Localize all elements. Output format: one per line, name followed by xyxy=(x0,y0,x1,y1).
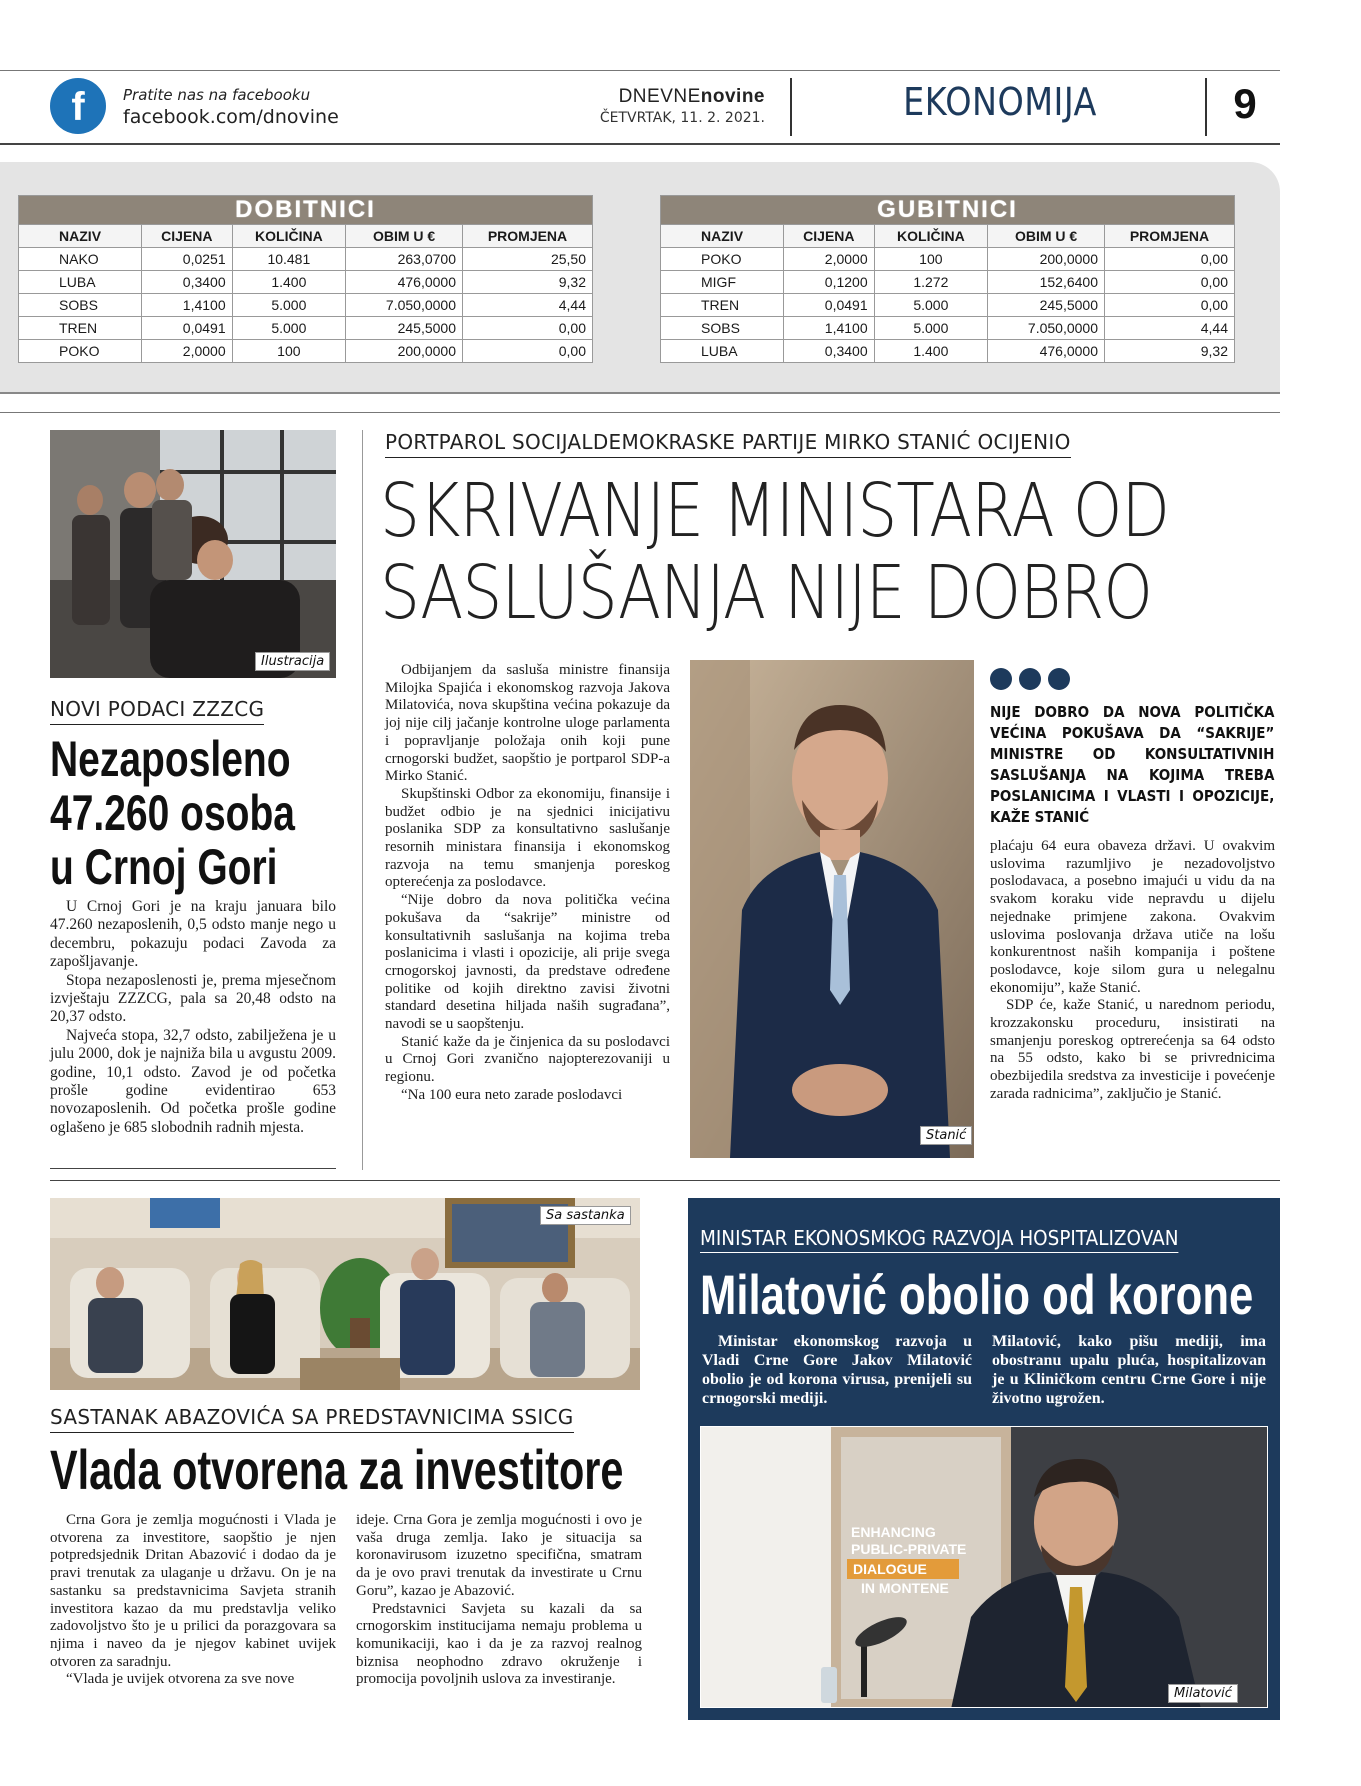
stanic-photo-caption: Stanić xyxy=(920,1126,972,1145)
stanic-body-col1 xyxy=(385,662,670,1105)
table-cell: POKO xyxy=(661,248,784,271)
table-cell: POKO xyxy=(19,340,142,363)
table-cell: 0,3400 xyxy=(784,340,875,363)
winners-table xyxy=(18,195,593,363)
abazovic-paragraph: “Vlada je uvijek otvorena za sve nove xyxy=(66,1671,295,1688)
table-cell: 1,4100 xyxy=(784,317,875,340)
section-title: EKONOMIJA xyxy=(903,80,1097,124)
table-cell: 0,1200 xyxy=(784,271,875,294)
stanic-photo xyxy=(690,660,974,1158)
table-cell: 100 xyxy=(232,340,346,363)
table-cell: 9,32 xyxy=(463,271,593,294)
table-cell: TREN xyxy=(661,294,784,317)
stanic-paragraph: SDP će, kaže Stanić, u narednom periodu, krozzakonsku proceduru, insistirati na smanjenju poreskog optrerećenja sa 64 odsto na 55 odsto, kako bi se privrednicima obezbijedila sredstva za investicije i povećenje zarada radnicima”, zaključio je Stanić. xyxy=(990,997,1275,1102)
column-header: NAZIV xyxy=(661,225,784,248)
abazovic-body-col1 xyxy=(50,1512,336,1689)
table-row xyxy=(661,248,1235,271)
losers-header-row xyxy=(661,225,1235,248)
column-header: PROMJENA xyxy=(463,225,593,248)
abazovic-paragraph: ideje. Crna Gora je zemlja mogućnosti i ovo je vaša druga zemlja. Iako je situacija sa koronavirusom izuzetno specifična, smatram da je ovo pravi trenutak da investirate u Crnu Goru”, kazao je Abazović. xyxy=(356,1512,642,1599)
header-divider xyxy=(790,78,792,136)
table-cell: 0,0491 xyxy=(142,317,233,340)
table-cell: 0,00 xyxy=(1105,271,1235,294)
milatovic-portrait xyxy=(701,1427,1268,1708)
office-queue-illustration xyxy=(50,430,336,678)
unemployment-headline xyxy=(50,732,295,894)
banner-text: IN MONTENE xyxy=(861,1580,949,1596)
meeting-scene xyxy=(50,1198,640,1390)
milatovic-kicker: MINISTAR EKONOSMKOG RAZVOJA HOSPITALIZOVAN xyxy=(700,1226,1178,1253)
winners-header-row xyxy=(19,225,593,248)
table-cell: 25,50 xyxy=(463,248,593,271)
unemployment-photo xyxy=(50,430,336,678)
stanic-paragraph: “Na 100 eura neto zarade poslodavci xyxy=(401,1086,623,1103)
table-cell: 0,0251 xyxy=(142,248,233,271)
facebook-prompt: Pratite nas na facebooku xyxy=(123,86,311,104)
table-cell: 4,44 xyxy=(463,294,593,317)
table-cell: LUBA xyxy=(19,271,142,294)
banner-text: DIALOGUE xyxy=(853,1561,927,1577)
unemployment-kicker: NOVI PODACI ZZZCG xyxy=(50,697,264,725)
milatovic-photo xyxy=(700,1426,1268,1708)
stanic-paragraph: Stanić kaže da je činjenica da su poslodavci u Crnoj Gori zvanično najopterezovaniji u regionu. xyxy=(385,1033,670,1086)
stanic-body-col2 xyxy=(990,838,1275,1104)
table-cell: 200,0000 xyxy=(346,340,463,363)
table-cell: 5.000 xyxy=(232,317,346,340)
table-cell: 2,0000 xyxy=(142,340,233,363)
stanic-headline-line1: SKRIVANJE MINISTARA OD xyxy=(380,468,1170,554)
abazovic-kicker: SASTANAK ABAZOVIĆA SA PREDSTAVNICIMA SSICG xyxy=(50,1405,574,1433)
table-cell: 5.000 xyxy=(874,294,988,317)
page-number: 9 xyxy=(1233,80,1257,127)
table-cell: MIGF xyxy=(661,271,784,294)
unemployment-end-rule xyxy=(50,1168,336,1169)
milatovic-headline: Milatović obolio od korone xyxy=(700,1263,1254,1326)
facebook-icon[interactable]: f xyxy=(50,78,106,134)
table-row xyxy=(19,340,593,363)
stanic-kicker: PORTPAROL SOCIJALDEMOKRASKE PARTIJE MIRKO STANIĆ OCIJENIO xyxy=(385,430,1071,458)
table-cell: 0,00 xyxy=(463,340,593,363)
column-divider xyxy=(362,430,363,1170)
table-cell: 0,3400 xyxy=(142,271,233,294)
meeting-photo-caption: Sa sastanka xyxy=(540,1206,631,1225)
dot-icon xyxy=(1019,668,1041,690)
table-cell: 1.400 xyxy=(232,271,346,294)
table-row xyxy=(19,294,593,317)
table-cell: 0,00 xyxy=(1105,248,1235,271)
stanic-paragraph: Odbijanjem da sasluša ministre finansija Milojka Spajića i ekonomskog razvoja Jakova Milatovića, nova skupština većina pokazuje da joj nije cilj jačanje kontrolne uloge parlamenta i popravljanje položaja onih koji pune crnogorski budžet, saopštio je portparol SDP-a Mirko Stanić. xyxy=(385,662,670,785)
table-row xyxy=(19,248,593,271)
losers-table xyxy=(660,195,1235,363)
stanic-paragraph: Skupštinski Odbor za ekonomiju, finansije i budžet odbio je na sjednici inicijativu poslanika SDP za konsultativno saslušanje resornih ministara finansija i ekonomskog razvoja na temu smanjenja poreskog opterećenja za poslodavce. xyxy=(385,785,670,891)
unemployment-headline-line2: 47.260 osoba xyxy=(50,785,295,841)
table-cell: 245,5000 xyxy=(988,294,1105,317)
table-cell: 476,0000 xyxy=(346,271,463,294)
unemployment-paragraph: Najveća stopa, 32,7 odsto, zabilježena je u julu 2000, dok je najniža bila u avgustu 2009. godine, 10,1 odsto. Zavod je od početka prošle godine evidentirao 653 novozaposlenih. Od početka prošle godine oglašeno je 685 slobodnih radnih mjesta. xyxy=(50,1026,336,1136)
table-cell: LUBA xyxy=(661,340,784,363)
milatovic-text-col1: Ministar ekonomskog razvoja u Vladi Crne Gore Jakov Milatović obolio je od korona virusa, prenijeli su crnogorski mediji. xyxy=(702,1333,972,1407)
table-cell: 200,0000 xyxy=(988,248,1105,271)
unemployment-headline-line3: u Crnoj Gori xyxy=(50,839,278,895)
newspaper-brand xyxy=(605,86,765,108)
meeting-photo xyxy=(50,1198,640,1390)
banner-text: PUBLIC-PRIVATE xyxy=(851,1541,967,1557)
column-header: OBIM U € xyxy=(988,225,1105,248)
top-rule xyxy=(0,70,1280,71)
facebook-link[interactable]: facebook.com/dnovine xyxy=(123,106,339,128)
table-cell: 476,0000 xyxy=(988,340,1105,363)
table-cell: SOBS xyxy=(661,317,784,340)
table-row xyxy=(19,317,593,340)
dot-icon xyxy=(1048,668,1070,690)
table-cell: 245,5000 xyxy=(346,317,463,340)
winners-title: DOBITNICI xyxy=(19,196,593,225)
abazovic-body-col2 xyxy=(356,1512,642,1689)
table-cell: 100 xyxy=(874,248,988,271)
column-header: CIJENA xyxy=(142,225,233,248)
table-cell: 10.481 xyxy=(232,248,346,271)
column-header: NAZIV xyxy=(19,225,142,248)
stanic-portrait xyxy=(690,660,974,1158)
table-cell: 1,4100 xyxy=(142,294,233,317)
table-row xyxy=(661,294,1235,317)
table-cell: 263,0700 xyxy=(346,248,463,271)
unemployment-paragraph: U Crnoj Gori je na kraju januara bilo 47.260 nezaposlenih, 0,5 odsto manje nego u decembru, pokazuju podaci Zavoda za zapošljavanje. xyxy=(50,898,336,971)
abazovic-headline: Vlada otvorena za investitore xyxy=(50,1438,624,1501)
table-cell: 9,32 xyxy=(1105,340,1235,363)
table-cell: 7.050,0000 xyxy=(988,317,1105,340)
stanic-headline-line2: SASLUŠANJA NIJE DOBRO xyxy=(380,550,1153,636)
table-cell: NAKO xyxy=(19,248,142,271)
unemployment-body xyxy=(50,898,336,1137)
column-header: CIJENA xyxy=(784,225,875,248)
table-row xyxy=(661,317,1235,340)
column-header: KOLIČINA xyxy=(232,225,346,248)
milatovic-text-col2: Milatović, kako pišu mediji, ima obostranu upalu pluća, hospitalizovan je u Kliničkom centru Crne Gore i nije životno ugrožen. xyxy=(992,1333,1266,1407)
abazovic-paragraph: Predstavnici Savjeta su kazali da sa crnogorskim institucijama nemaju problema u komunikaciji, kao i da je za razvoj realnog biznisa neophodno zdravo okruženje i promocija povoljnih uslova za investiranje. xyxy=(356,1600,642,1688)
panel-rule xyxy=(0,412,1280,413)
unemployment-photo-caption: Ilustracija xyxy=(255,652,330,671)
table-cell: 1.272 xyxy=(874,271,988,294)
brand-light: DNEVNE xyxy=(618,86,701,107)
stanic-headline xyxy=(380,470,1169,634)
column-header: PROMJENA xyxy=(1105,225,1235,248)
table-cell: 5.000 xyxy=(232,294,346,317)
unemployment-paragraph: Stopa nezaposlenosti je, prema mjesečnom izvještaju ZZZCG, pala sa 20,48 odsto na 20,37 odsto. xyxy=(50,971,336,1026)
table-cell: SOBS xyxy=(19,294,142,317)
table-cell: 5.000 xyxy=(874,317,988,340)
dot-icon xyxy=(990,668,1012,690)
milatovic-box xyxy=(688,1198,1280,1720)
stanic-paragraph: “Nije dobro da nova politička većina pokušava da “sakrije” ministre od konsultativnih saslušanja na kojima treba poslanicima i vlasti i opozicije, ali prije svega crnogorskoj javnosti, da predstave određene politike od kojih direktno zavisi životni standard desetina hiljada naših sugrađana”, navodi se u saopštenju. xyxy=(385,892,670,1033)
brand-bold: novine xyxy=(700,86,765,107)
banner-text: ENHANCING xyxy=(851,1524,936,1540)
stanic-pull-quote: NIJE DOBRO DA NOVA POLITIČKA VEĆINA POKUŠAVA DA “SAKRIJE” MINISTRE OD KONSULTATIVNIH SASLUŠANJA NA KOJIMA TREBA POSLANICIMA I VLASTI I OPOZICIJE, KAŽE STANIĆ xyxy=(990,703,1275,826)
table-cell: 7.050,0000 xyxy=(346,294,463,317)
abazovic-paragraph: Crna Gora je zemlja mogućnosti i Vlada je otvorena za investitore, saopštio je njen potpredsjednik Dritan Abazović i dodao da je pravi trenutak za ulaganje u državu. On je na sastanku sa predstavnicima Savjeta stranih investitora kazao da mu predstavlja veliko zadovoljstvo što je u prilici da porazgovara sa njima i naveo da je njegov kabinet uvijek otvoren za saradnju. xyxy=(50,1512,336,1670)
table-cell: 0,00 xyxy=(1105,294,1235,317)
table-cell: 1.400 xyxy=(874,340,988,363)
column-header: KOLIČINA xyxy=(874,225,988,248)
table-cell: 2,0000 xyxy=(784,248,875,271)
table-row xyxy=(19,271,593,294)
unemployment-headline-line1: Nezaposleno xyxy=(50,731,291,787)
issue-date: ČETVRTAK, 11. 2. 2021. xyxy=(599,110,765,126)
milatovic-photo-caption: Milatović xyxy=(1168,1684,1238,1703)
table-row xyxy=(661,271,1235,294)
table-cell: TREN xyxy=(19,317,142,340)
header-bottom-rule xyxy=(0,143,1280,145)
mid-rule xyxy=(50,1180,1280,1181)
table-cell: 0,00 xyxy=(463,317,593,340)
stanic-paragraph: plaćaju 64 eura obaveza državi. U ovakvim uslovima razumljivo je nezadovoljstvo poslodavaca, a posebno imajući u vidu da na svakom koraku vide nepravdu u dijelu nejednake primjene zakona. Ovakvim uslovima poslovanja država utiče na lošu konkurentnost naših kompanija i poštene poslodavce, koje silom gura u nelegalnu ekonomiju”, kaže Stanić. xyxy=(990,838,1275,996)
table-cell: 4,44 xyxy=(1105,317,1235,340)
table-cell: 0,0491 xyxy=(784,294,875,317)
table-cell: 152,6400 xyxy=(988,271,1105,294)
column-header: OBIM U € xyxy=(346,225,463,248)
decorative-dots xyxy=(990,668,1077,695)
losers-title: GUBITNICI xyxy=(661,196,1235,225)
table-row xyxy=(661,340,1235,363)
header-divider-2 xyxy=(1205,78,1207,136)
